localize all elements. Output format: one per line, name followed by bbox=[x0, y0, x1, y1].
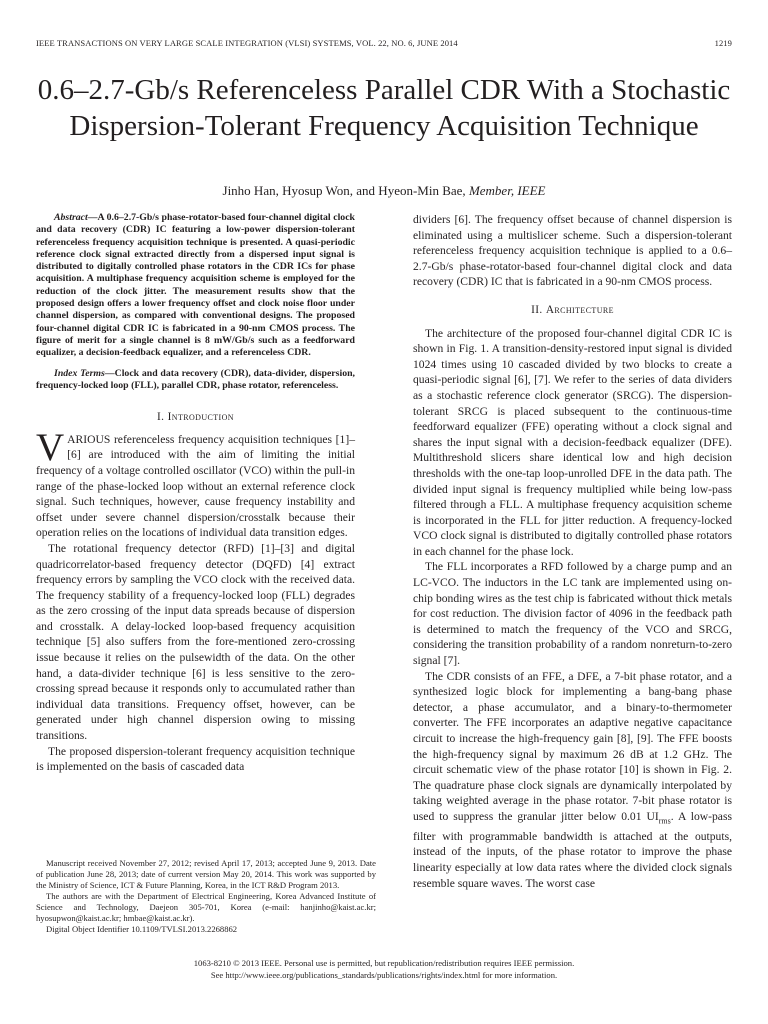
index-terms bbox=[36, 368, 355, 393]
abstract bbox=[36, 212, 355, 360]
rms-subscript: rms bbox=[658, 816, 671, 826]
author-names: Jinho Han, Hyosup Won, and Hyeon-Min Bae, bbox=[222, 183, 466, 198]
author-membership: Member, IEEE bbox=[468, 183, 546, 198]
index-terms-lead: Index Terms— bbox=[54, 367, 115, 379]
author-affiliation-note: The authors are with the Department of Electrical Engineering, Korea Advanced Institute of Science and Technology, Daejeon 305-701, Korea (e-mail: hanjinho@kaist.ac.kr; hyosupwon@kaist.ac.kr; hmbae@kaist.ac.kr). bbox=[36, 891, 376, 923]
intro-paragraph-1-text: ARIOUS referenceless frequency acquisition techniques [1]–[6] are introduced with the aim of limiting the initial frequency of a voltage controlled oscillator (VCO) within the pull-in range of the phase-locked loop without an external reference clock signal. Such techniques, however, cause frequency instability and offset under severe channel dispersion/crosstalk because their operation relies on the locations of individual data transition edges. bbox=[36, 432, 355, 540]
page-number: 1219 bbox=[714, 38, 732, 48]
section-heading-architecture bbox=[413, 303, 732, 319]
section-title: Introduction bbox=[167, 411, 234, 424]
abstract-lead: Abstract— bbox=[54, 212, 98, 223]
intro-paragraph-3: The proposed dispersion-tolerant frequency acquisition technique is implemented on the basis of cascaded data bbox=[36, 744, 355, 774]
first-page-footnote bbox=[36, 858, 376, 935]
right-column bbox=[413, 212, 732, 891]
manuscript-note: Manuscript received November 27, 2012; revised April 17, 2013; accepted June 9, 2013. Date of publication June 28, 2013; date of current version May 20, 2014. This work was supported by the Ministry of Science, ICT & Future Planning, Korea, in the ICT R&D Program 2013. bbox=[36, 858, 376, 890]
section-numeral: II. bbox=[531, 303, 546, 316]
architecture-paragraph-3-tail: . A low-pass filter with programmable bandwidth is attached at the outputs, instead of the inputs, of the phase rotator to improve the phase linearity especially at low data rates where the divided clock signals resemble square waves. The worst case bbox=[413, 809, 732, 890]
author-line bbox=[30, 183, 738, 199]
architecture-paragraph-1: The architecture of the proposed four-channel digital CDR IC is shown in Fig. 1. A transition-density-restored input signal is divided 1024 times using 10 cascaded divided by two blocks to create a quasi-periodic signal [6], [7]. We refer to the series of data dividers as a stochastic reference clock generator (SRCG). The dispersion-tolerant SRCG is placed subsequent to the continuous-time feedforward equalizer (FFE) operating without a clock signal and shares the input signal with a decision-feedback equalizer (DFE). Multithreshold slicers share identical low and high decision thresholds with the one-tap loop-unrolled DFE in the data path. The divided input signal is frequency multiplied while being low-pass filtered through a FLL. A multiphase frequency acquisition scheme is incorporated in the FLL for jitter reduction. A frequency-locked VCO clock signal is distributed to digitally controlled phase rotators in each channel for the phase lock. bbox=[413, 326, 732, 558]
left-column bbox=[36, 212, 355, 775]
copyright-line-1: 1063-8210 © 2013 IEEE. Personal use is permitted, but republication/redistribution requires IEEE permission. bbox=[193, 958, 575, 968]
journal-name: IEEE TRANSACTIONS ON VERY LARGE SCALE INTEGRATION (VLSI) SYSTEMS, VOL. 22, NO. 6, JUNE 2014 bbox=[36, 38, 458, 48]
section-numeral: I. bbox=[157, 411, 168, 424]
doi-note: Digital Object Identifier 10.1109/TVLSI.2013.2268862 bbox=[46, 924, 238, 934]
drop-cap: V bbox=[36, 425, 65, 469]
intro-continued-paragraph: dividers [6]. The frequency offset because of channel dispersion is eliminated using a multislicer scheme. Such a dispersion-tolerant referenceless frequency acquisition technique is applied to a 0.6–2.7-Gb/s phase-rotator-based four-channel digital clock and data recovery (CDR) IC that is fabricated in a 90-nm CMOS process. bbox=[413, 213, 732, 289]
architecture-paragraph-2: The FLL incorporates a RFD followed by a charge pump and an LC-VCO. The inductors in the LC tank are implemented using on-chip bonding wires as the test chip is fabricated without thick metals for cost reduction. The division factor of 4096 in the feedback path is determined to match the frequency of the VCO and SRCG, considering the transition probability of a random nonreturn-to-zero signal [7]. bbox=[413, 560, 732, 668]
copyright-line-2: See http://www.ieee.org/publications_standards/publications/rights/index.html for more information. bbox=[210, 970, 558, 980]
section-heading-introduction bbox=[36, 410, 355, 426]
copyright-notice bbox=[36, 957, 732, 981]
intro-paragraph-1 bbox=[36, 425, 355, 541]
section-title: Architecture bbox=[545, 303, 614, 316]
index-terms-text: Clock and data recovery (CDR), data-divider, dispersion, frequency-locked loop (FLL), parallel CDR, phase rotator, referenceless. bbox=[36, 367, 355, 391]
architecture-paragraph-3-text: The CDR consists of an FFE, a DFE, a 7-bit phase rotator, and a synthesized logic block for implementing a bang-bang phase detector, a phase accumulator, and a binary-to-thermometer converter. The FFE incorporates an adaptive negative capacitance circuit to increase the high-frequency gain [8], [9]. The FFE boosts the high-frequency signal by maximum 26 dB at 1.2 GHz. The circuit schematic view of the phase rotator [10] is shown in Fig. 2. The quadrature phase clock signals are dynamically interpolated by taking weighted average in the phase rotator. 7-bit phase rotator is used to suppress the granular jitter below 0.01 UI bbox=[413, 669, 732, 823]
paper-title: 0.6–2.7-Gb/s Referenceless Parallel CDR With a Stochastic Dispersion-Tolerant Frequency Acquisition Technique bbox=[37, 74, 731, 142]
intro-paragraph-2: The rotational frequency detector (RFD) [1]–[3] and digital quadricorrelator-based frequency detector (DQFD) [4] extract frequency errors by sampling the VCO clock with the received data. The frequency stability of a frequency-locked loop (FLL) degrades as the zero crossing of the input data spreads because of dispersion and crosstalk. A delay-locked loop-based frequency acquisition technique [5] also suffers from the fore-mentioned zero-crossing issue because it relies on the pulsewidth of the data. On the other hand, a data-divider technique [6] is less sensitive to the zero-crossing spread because it responds only to accumulated rather than individual data transitions. Frequency offset, however, can be generated under high channel dispersion owing to missing transitions. bbox=[36, 541, 355, 743]
abstract-text: A 0.6–2.7-Gb/s phase-rotator-based four-channel digital clock and data recovery (CDR) IC featuring a low-power dispersion-tolerant referenceless frequency acquisition technique is presented. A quasi-periodic reference clock signal extracted directly from a dispersed input signal is distributed to digitally controlled phase rotators in the CDR ICs for phase acquisition. A multiphase frequency acquisition scheme is employed for the reduction of the clock jitter. The measurement results show that the proposed design offers a lower frequency offset and clock noise floor under channel dispersion, as compared with conventional designs. The proposed four-channel digital CDR IC is fabricated in a 90-nm CMOS process. The figure of merit for a single channel is 8 mW/Gb/s such as a feedforward equalizer, a decision-feedback equalizer, and a referenceless CDR. bbox=[36, 212, 355, 359]
architecture-paragraph-3 bbox=[413, 669, 732, 892]
